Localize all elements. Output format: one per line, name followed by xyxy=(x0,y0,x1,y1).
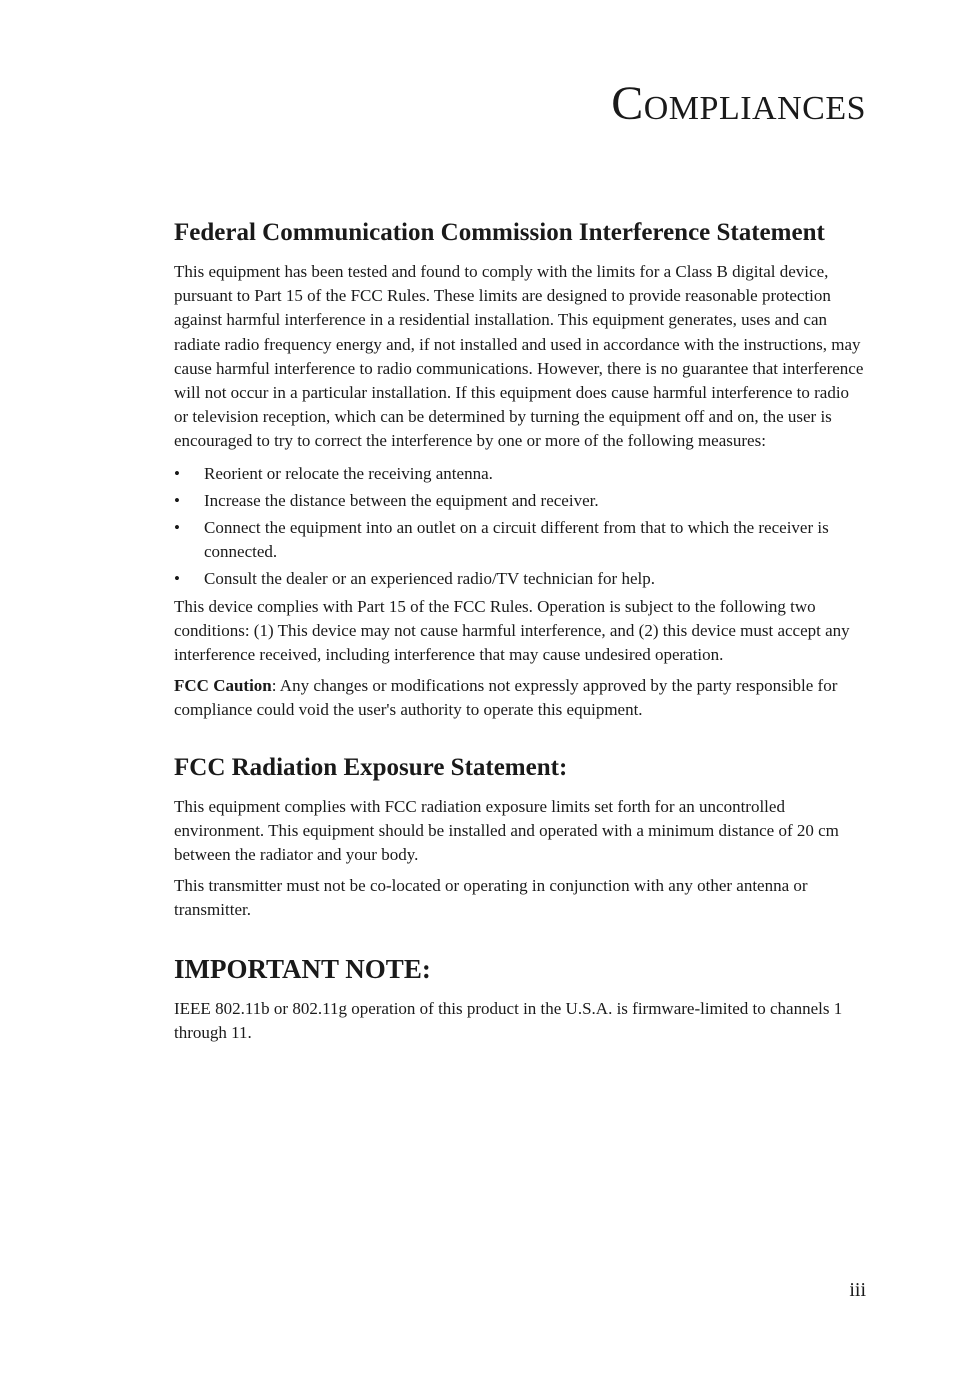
fcc-interference-section xyxy=(174,216,866,723)
page-title: Compliances xyxy=(611,77,866,130)
bullet-icon: • xyxy=(174,463,180,483)
radiation-paragraph-2: This transmitter must not be co-located or operating in conjunction with any other antenna or transmitter. xyxy=(174,876,808,920)
important-note-section xyxy=(174,951,866,1045)
fcc-caution-paragraph xyxy=(174,674,866,722)
list-item xyxy=(174,516,866,564)
measure-text: Increase the distance between the equipment and receiver. xyxy=(204,490,599,510)
radiation-exposure-section xyxy=(174,751,866,923)
list-item xyxy=(174,489,866,513)
caution-label: FCC Caution xyxy=(174,676,272,696)
fcc-intro-paragraph: This equipment has been tested and found to comply with the limits for a Class B digital device, pursuant to Part 15 of the FCC Rules. These limits are designed to provide reasonable protection against harmful interference in a residential installation. This equipment generates, uses and can radiate radio frequency energy and, if not installed and used in accordance with the instructions, may cause harmful interference to radio communications. However, there is no guarantee that interference will not occur in a particular installation. If this equipment does cause harmful interference to radio or television reception, which can be determined by turning the equipment off and on, the user is encouraged to try to correct the interference by one or more of the following measures: xyxy=(174,262,864,451)
bullet-icon: • xyxy=(174,490,180,510)
measure-text: Connect the equipment into an outlet on a circuit different from that to which the receiver is connected. xyxy=(204,518,829,562)
fcc-interference-heading: Federal Communication Commission Interference Statement xyxy=(174,219,825,246)
fcc-conditions-paragraph: This device complies with Part 15 of the FCC Rules. Operation is subject to the following two conditions: (1) This device may not cause harmful interference, and (2) this device must accept any interference received, including interference that may cause undesired operation. xyxy=(174,596,850,665)
measure-text: Consult the dealer or an experienced radio/TV technician for help. xyxy=(204,569,655,589)
list-item xyxy=(174,567,866,591)
list-item xyxy=(174,462,866,486)
bullet-icon: • xyxy=(174,569,180,589)
radiation-exposure-heading: FCC Radiation Exposure Statement: xyxy=(174,753,568,781)
bullet-icon: • xyxy=(174,518,180,538)
measures-list xyxy=(174,462,866,592)
page-number: iii xyxy=(849,1279,866,1301)
measure-text: Reorient or relocate the receiving antenna. xyxy=(204,463,493,483)
radiation-paragraph-1: This equipment complies with FCC radiation exposure limits set forth for an uncontrolled environment. This equipment should be installed and operated with a minimum distance of 20 cm between the radiator and your body. xyxy=(174,796,839,865)
caution-text: : Any changes or modifications not expressly approved by the party responsible for compliance could void the user's authority to operate this equipment. xyxy=(174,676,838,720)
document-body xyxy=(174,216,866,1052)
important-note-heading: IMPORTANT NOTE: xyxy=(174,953,431,984)
important-note-paragraph: IEEE 802.11b or 802.11g operation of this product in the U.S.A. is firmware-limited to channels 1 through 11. xyxy=(174,998,843,1042)
